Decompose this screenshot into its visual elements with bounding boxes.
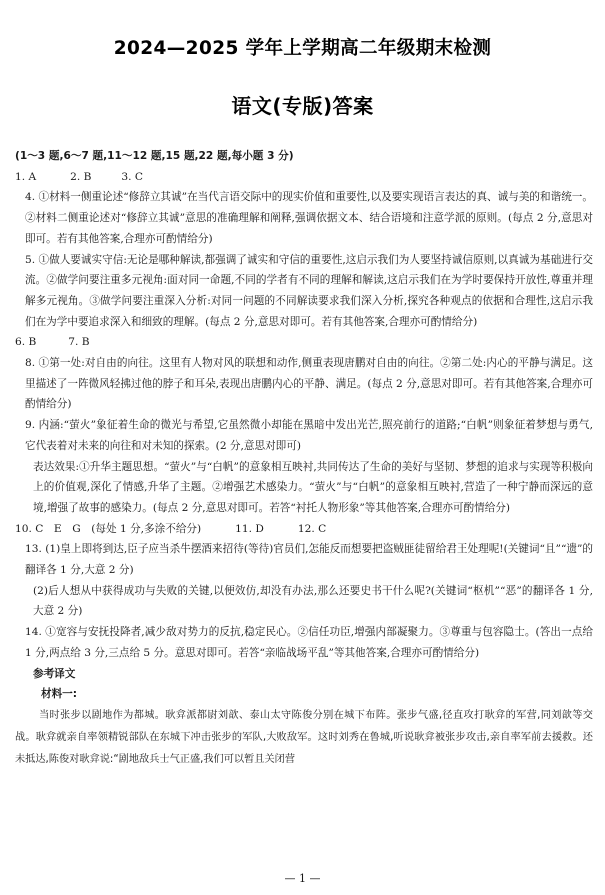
answer-9-connotation: 9. 内涵:“萤火”象征着生命的微光与希望,它虽然微小却能在黑暗中发出光芒,照亮前行的道路;“白帆”则象征着梦想与勇气,它代表着对未来的向往和对未知的探索。(2 分,意思对即可) (25, 419, 593, 452)
mc-answers-6-7 (15, 332, 593, 353)
exam-title: 2024—2025 学年上学期高二年级期末检测 (113, 38, 492, 59)
material-one-heading: 材料一: (41, 688, 78, 701)
translation-text: 当时张步以剧地作为都城。耿弇派都尉刘歆、泰山太守陈俊分别在城下布阵。张步气盛,径直攻打耿弇的军营,同刘歆等交战。耿弇就亲自率领精锐部队在东城下冲击张步的军队,大败敌军。这时刘秀在鲁城,听说耿弇被张步攻击,亲自率军前去援救。还未抵达,陈俊对耿弇说:“剧地敌兵士气正盛,我们可以暂且关闭营 (15, 709, 593, 765)
answer-1: 1. A (15, 170, 37, 183)
answer-2: 2. B (70, 170, 92, 183)
mc-answers-1-3 (15, 167, 593, 188)
answer-10: 10. C E G (每处 1 分,多涂不给分) (15, 522, 202, 535)
answer-body (15, 146, 593, 771)
answer-4: 4. ①材料一侧重论述“修辞立其诚”在当代言语交际中的现实价值和重要性,以及要实现语言表达的真、诚与美的和谐统一。②材料二侧重论述对“修辞立其诚”意思的准确理解和阐释,强调依据文本、结合语境和注意学派的原则。(每点 2 分,意思对即可。若有其他答案,合理亦可酌情给分) (25, 191, 593, 245)
answer-11: 11. D (235, 522, 264, 535)
answer-subtitle: 语文(专版)答案 (231, 94, 374, 118)
answer-8: 8. ①第一处:对自由的向往。这里有人物对风的联想和动作,侧重表现唐鹏对自由的向往。②第二处:内心的平静与满足。这里描述了一阵微风轻拂过他的脖子和耳朵,表现出唐鹏内心的平静、满足。(每点 2 分,意思对即可。若有其他答案,合理亦可酌情给分) (25, 357, 593, 411)
answer-3: 3. C (121, 170, 143, 183)
answer-5: 5. ①做人要诚实守信:无论是哪种解读,都强调了诚实和守信的重要性,这启示我们为人要坚持诚信原则,以真诚为基础进行交流。②做学问要注重多元视角:面对同一命题,不同的学者有不同的理解和解读,这启示我们在为学时要保持开放性,尊重并理解多元视角。③做学问要注重深入分析:对同一问题的不同解读要求我们深入分析,探究各种观点的依据和合理性,这启示我们在为学中要追求深入和细致的理解。(每点 2 分,意思对即可。若有其他答案,合理亦可酌情给分) (25, 253, 593, 328)
score-note: (1～3 题,6～7 题,11～12 题,15 题,22 题,每小题 3 分) (15, 150, 294, 162)
answer-13-2: (2)后人想从中获得成功与失败的关键,以便效仿,却没有办法,那么还要史书干什么呢?(关键词“枢机”“恶”的翻译各 1 分,大意 2 分) (33, 584, 593, 618)
answer-12: 12. C (297, 522, 327, 535)
page-number: — 1 — (284, 872, 321, 885)
answer-13-1: 13. (1)皇上即将到达,臣子应当杀牛摆酒来招待(等待)官员们,怎能反而想要把盗贼匪徒留给君王处理呢!(关键词“且”“遗”的翻译各 1 分,大意 2 分) (25, 543, 593, 577)
reference-translation-heading: 参考译文 (33, 667, 76, 680)
answer-14: 14. ①宽容与安抚投降者,减少敌对势力的反抗,稳定民心。②信任功臣,增强内部凝聚力。③尊重与包容隐士。(答出一点给 1 分,两点给 3 分,三点给 5 分。意思对即可。若答“亲临战场平乱”等其他答案,合理亦可酌情给分) (25, 626, 593, 659)
answer-9-effect: 表达效果:①升华主题思想。“萤火”与“白帆”的意象相互映衬,共同传达了生命的美好与坚韧、梦想的追求与实现等积极向上的价值观,深化了情感,升华了主题。②增强艺术感染力。“萤火”与“白帆”的意象相互映衬,营造了一种宁静而深远的意境,增强了故事的感染力。(每点 2 分,意思对即可。若答“衬托人物形象”等其他答案,合理亦可酌情给分) (33, 460, 593, 514)
answer-7: 7. B (68, 336, 90, 349)
answer-6: 6. B (15, 336, 37, 349)
mc-answers-10-12 (15, 519, 593, 540)
